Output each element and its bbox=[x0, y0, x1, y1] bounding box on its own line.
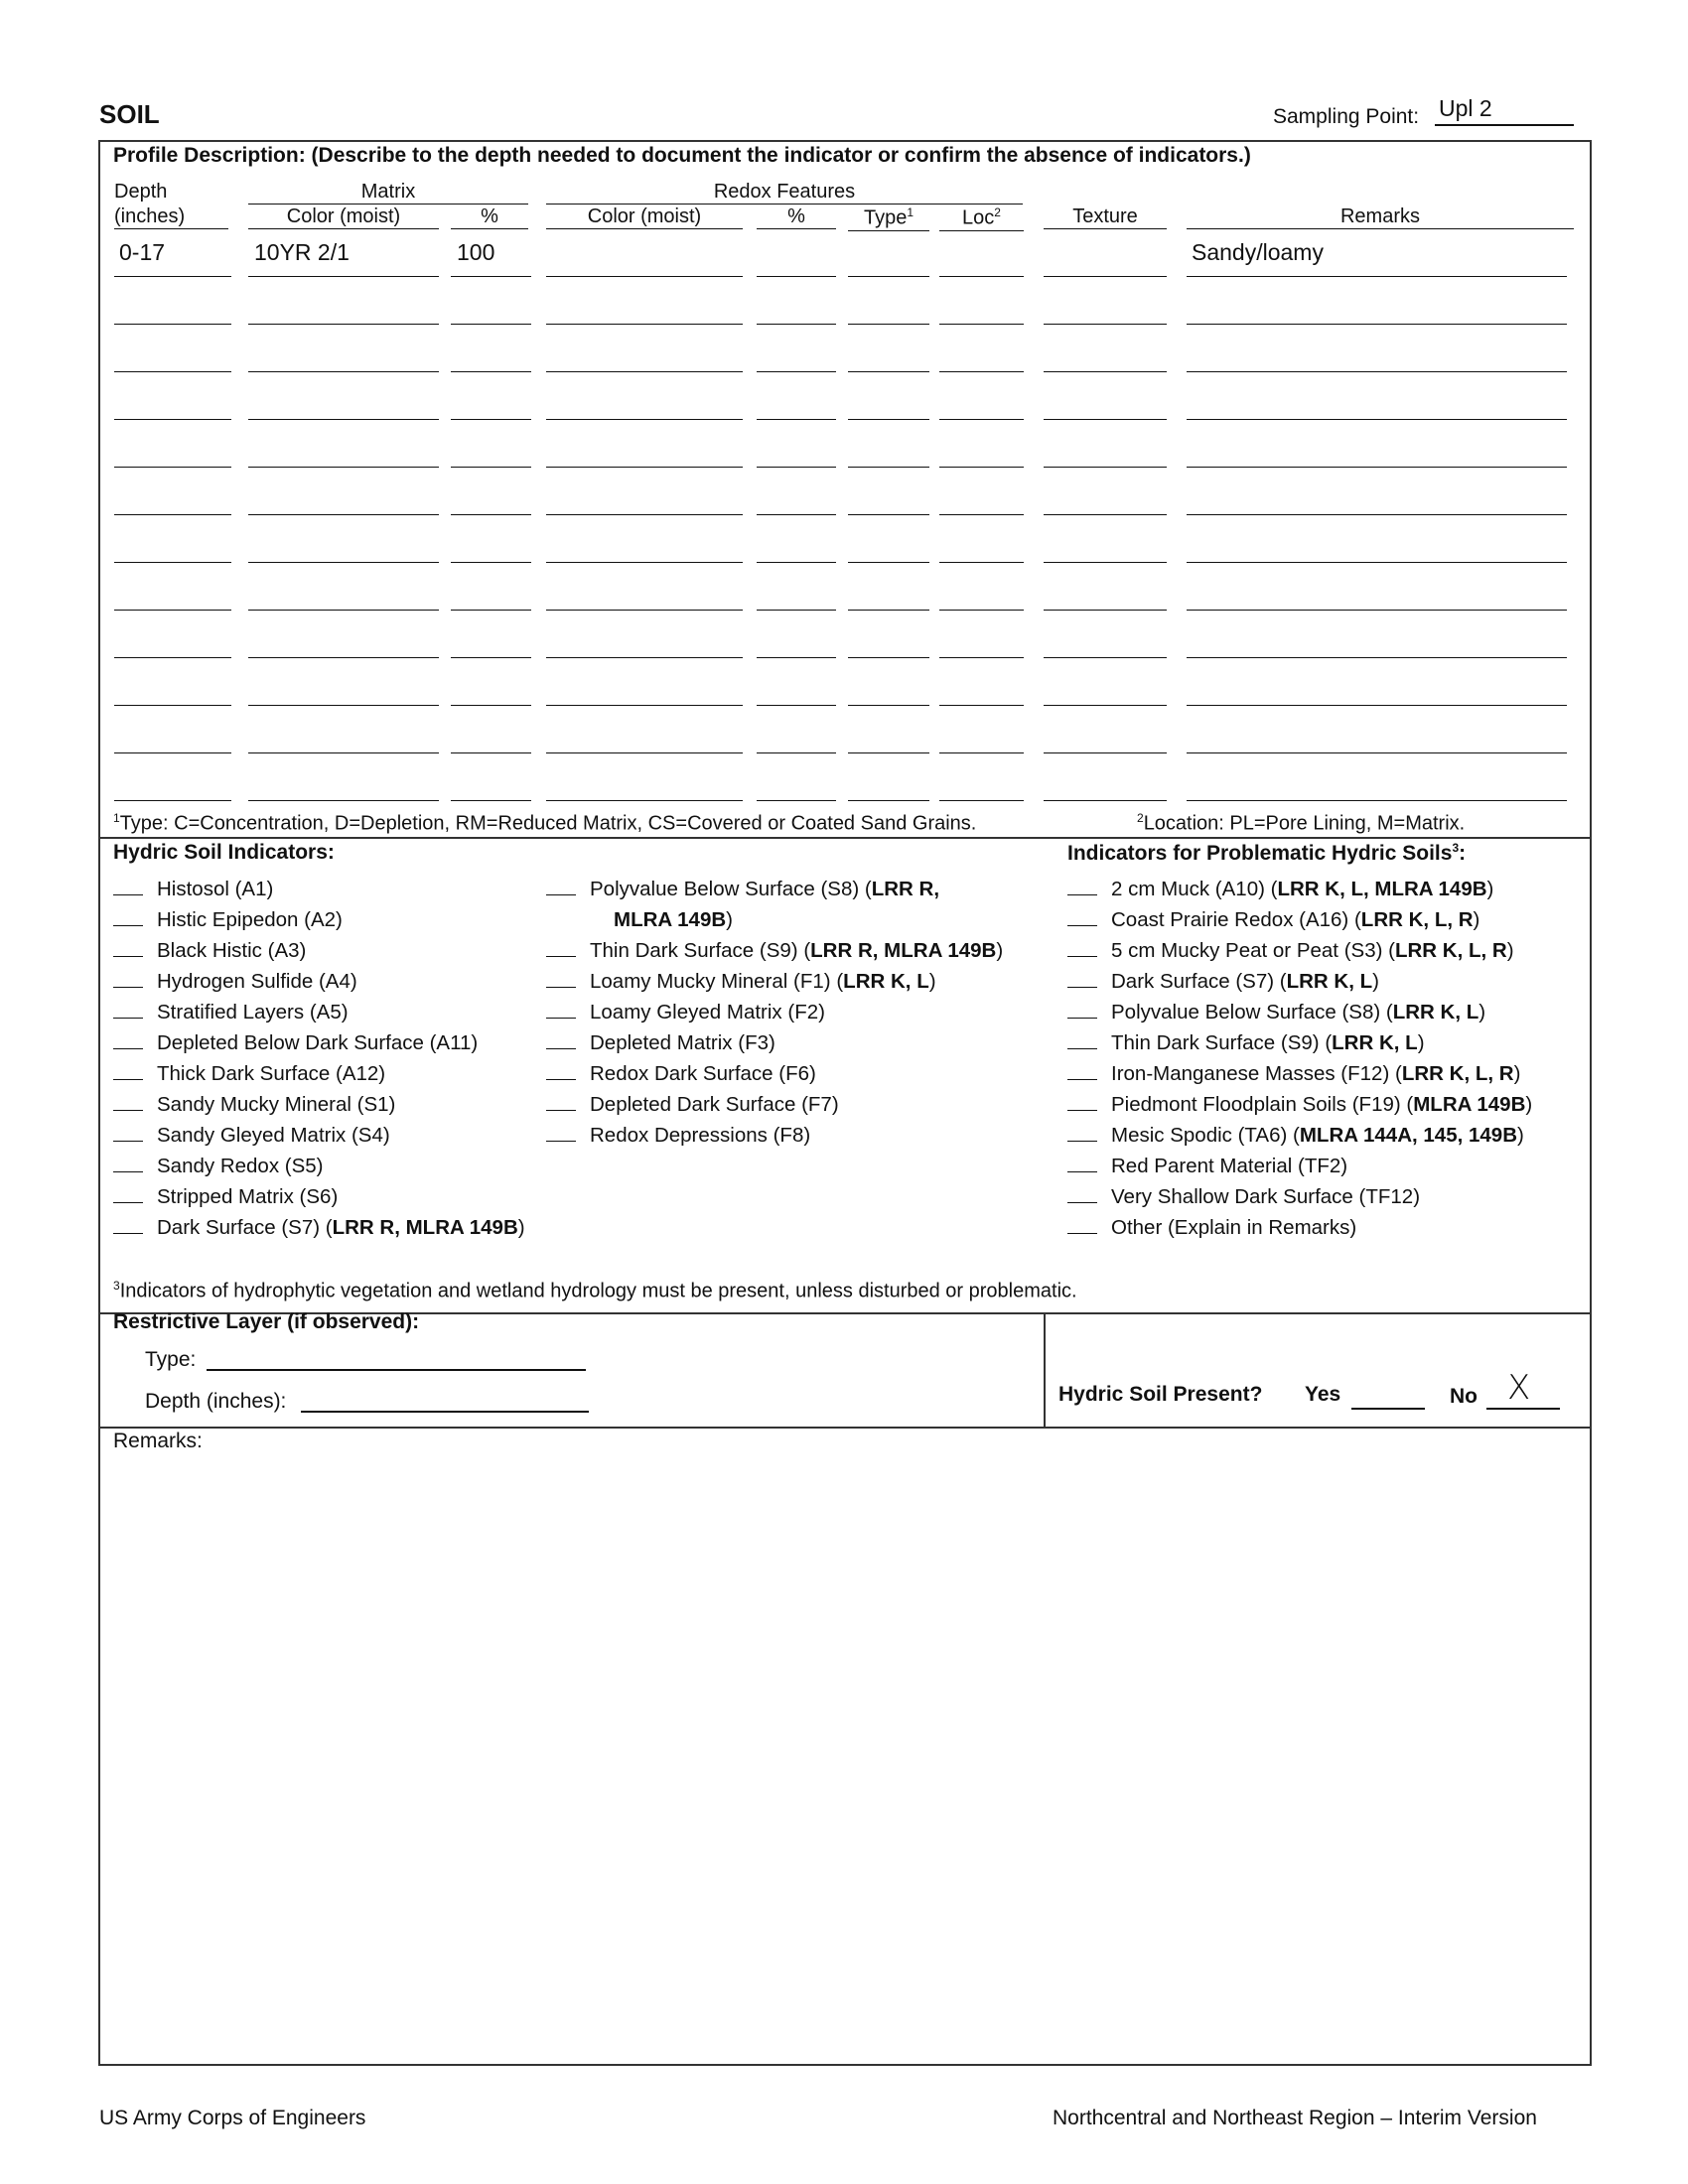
problematic-indicator-label: 2 cm Muck (A10) ( bbox=[1111, 878, 1278, 900]
table-cell-line bbox=[248, 467, 439, 468]
checkbox-blank[interactable] bbox=[113, 938, 143, 957]
indicator-s9-bold: LRR R, MLRA 149B bbox=[810, 939, 997, 962]
footer-region: Northcentral and Northeast Region – Interim Version bbox=[1053, 2107, 1537, 2129]
hydric-yes-label: Yes bbox=[1305, 1383, 1341, 1406]
table-cell-line bbox=[848, 800, 929, 801]
checkbox-blank[interactable] bbox=[1067, 1030, 1097, 1049]
table-cell-line bbox=[757, 657, 836, 658]
hydric-indicator-item[interactable] bbox=[113, 1089, 525, 1120]
table-cell-line bbox=[939, 752, 1024, 753]
footnote-loc-sup: 2 bbox=[1137, 811, 1144, 825]
checkbox-blank[interactable] bbox=[1067, 969, 1097, 988]
problematic-indicator-label: Coast Prairie Redox (A16) ( bbox=[1111, 908, 1361, 931]
checkbox-blank[interactable] bbox=[113, 907, 143, 926]
hydric-indicator-col2-item[interactable] bbox=[546, 1089, 1003, 1120]
hydric-indicator-col2-item[interactable] bbox=[546, 997, 1003, 1027]
table-cell-line bbox=[939, 610, 1024, 611]
table-cell-line bbox=[1187, 514, 1567, 515]
table-cell-line bbox=[248, 657, 439, 658]
problematic-indicator-post: ) bbox=[1478, 1001, 1486, 1024]
table-cell-line bbox=[114, 276, 231, 277]
checkbox-blank[interactable] bbox=[1067, 1154, 1097, 1172]
table-cell-line bbox=[757, 324, 836, 325]
table-cell-line bbox=[451, 562, 531, 563]
header-redox-color: Color (moist) bbox=[546, 205, 743, 229]
hydric-indicator-label: Sandy Gleyed Matrix (S4) bbox=[157, 1124, 390, 1147]
hydric-indicator-label: Histosol (A1) bbox=[157, 878, 274, 900]
restrictive-layer-title: Restrictive Layer (if observed): bbox=[113, 1310, 420, 1333]
hydric-indicators-title: Hydric Soil Indicators: bbox=[113, 841, 335, 864]
problematic-indicators-list bbox=[1067, 874, 1532, 1243]
problematic-indicator-item[interactable] bbox=[1067, 1027, 1532, 1058]
problematic-indicator-bold: LRR K, L, R bbox=[1360, 908, 1474, 931]
table-cell-line bbox=[1187, 752, 1567, 753]
checkbox-blank[interactable] bbox=[1067, 1215, 1097, 1234]
checkbox-blank[interactable] bbox=[113, 1184, 143, 1203]
problematic-title-sup: 3 bbox=[1452, 841, 1460, 855]
problematic-indicator-post: ) bbox=[1372, 970, 1379, 993]
hydric-indicator-label: Depleted Below Dark Surface (A11) bbox=[157, 1031, 479, 1054]
table-cell-line bbox=[939, 657, 1024, 658]
problematic-title-text: Indicators for Problematic Hydric Soils bbox=[1067, 842, 1453, 865]
table-cell-line bbox=[1044, 610, 1167, 611]
problematic-indicator-bold: LRR K, L bbox=[1332, 1031, 1418, 1054]
header-matrix-color: Color (moist) bbox=[248, 205, 439, 229]
table-cell-line bbox=[1044, 371, 1167, 372]
checkbox-blank[interactable] bbox=[1067, 1123, 1097, 1142]
problematic-indicator-label: 5 cm Mucky Peat or Peat (S3) ( bbox=[1111, 939, 1395, 962]
hydric-indicator-label: Sandy Redox (S5) bbox=[157, 1155, 324, 1177]
table-cell-line bbox=[546, 514, 743, 515]
hydric-indicator-item[interactable] bbox=[113, 904, 525, 935]
table-cell-line bbox=[757, 514, 836, 515]
table-cell-line bbox=[939, 276, 1024, 277]
problematic-indicator-bold: LRR K, L, R bbox=[1401, 1062, 1514, 1085]
table-cell-line bbox=[546, 371, 743, 372]
table-cell-line bbox=[114, 371, 231, 372]
table-cell-line bbox=[1187, 657, 1567, 658]
checkbox-blank[interactable] bbox=[1067, 938, 1097, 957]
table-cell-line bbox=[757, 562, 836, 563]
table-cell-line bbox=[451, 371, 531, 372]
table-cell-line bbox=[546, 610, 743, 611]
problematic-indicator-item[interactable] bbox=[1067, 874, 1532, 904]
problematic-indicator-label: Polyvalue Below Surface (S8) ( bbox=[1111, 1001, 1393, 1024]
hydric-soil-present-label: Hydric Soil Present? bbox=[1058, 1383, 1263, 1406]
checkbox-blank[interactable] bbox=[113, 1154, 143, 1172]
checkbox-blank[interactable] bbox=[1067, 907, 1097, 926]
table-cell-line bbox=[248, 419, 439, 420]
restrictive-depth-label: Depth (inches): bbox=[145, 1390, 287, 1413]
table-cell-line bbox=[546, 657, 743, 658]
table-cell-line bbox=[1044, 276, 1167, 277]
problematic-indicator-item[interactable] bbox=[1067, 1058, 1532, 1089]
hydric-indicator-col2-item[interactable] bbox=[546, 1120, 1003, 1151]
table-cell-line bbox=[546, 419, 743, 420]
table-cell-line bbox=[1044, 419, 1167, 420]
table-cell-line bbox=[114, 705, 231, 706]
table-cell-line bbox=[848, 562, 929, 563]
table-cell-line bbox=[114, 324, 231, 325]
checkbox-blank[interactable] bbox=[1067, 1092, 1097, 1111]
table-cell-line bbox=[1044, 324, 1167, 325]
table-cell-line bbox=[114, 610, 231, 611]
footnote-type-sup: 1 bbox=[113, 811, 120, 825]
remarks-field[interactable] bbox=[113, 1459, 1573, 2050]
checkbox-blank[interactable] bbox=[546, 1061, 576, 1080]
table-cell-line bbox=[1044, 514, 1167, 515]
table-cell-line bbox=[1044, 467, 1167, 468]
table-cell-line bbox=[1044, 657, 1167, 658]
problematic-indicator-item[interactable] bbox=[1067, 1181, 1532, 1212]
table-cell-line bbox=[1187, 467, 1567, 468]
indicator-s8-cont bbox=[546, 904, 1003, 935]
table-cell-line bbox=[546, 324, 743, 325]
checkbox-blank[interactable] bbox=[113, 1092, 143, 1111]
table-cell-line bbox=[1044, 562, 1167, 563]
header-depth-units: (inches) bbox=[114, 205, 228, 229]
indicator-s9[interactable] bbox=[546, 935, 1003, 966]
header-type-sup: 1 bbox=[907, 205, 914, 219]
hydric-indicator-item[interactable] bbox=[113, 1027, 525, 1058]
table-cell-line bbox=[757, 610, 836, 611]
table-cell-line bbox=[939, 800, 1024, 801]
table-cell-line bbox=[848, 705, 929, 706]
indicator-s8-label: Polyvalue Below Surface (S8) ( bbox=[590, 878, 872, 900]
problematic-indicator-item[interactable] bbox=[1067, 904, 1532, 935]
hydric-indicator-label: Thick Dark Surface (A12) bbox=[157, 1062, 386, 1085]
header-texture: Texture bbox=[1044, 205, 1167, 229]
hydric-indicator-item[interactable] bbox=[113, 1151, 525, 1181]
hydric-indicator-label: Stripped Matrix (S6) bbox=[157, 1185, 339, 1208]
checkbox-blank[interactable] bbox=[1067, 1184, 1097, 1203]
problematic-indicator-bold: MLRA 144A, 145, 149B bbox=[1299, 1124, 1518, 1147]
hydric-indicator-s7-post: ) bbox=[517, 1216, 525, 1239]
table-cell-line bbox=[939, 467, 1024, 468]
problematic-indicator-item[interactable] bbox=[1067, 966, 1532, 997]
table-cell-line bbox=[248, 276, 439, 277]
table-cell-line bbox=[546, 467, 743, 468]
table-cell-line bbox=[848, 467, 929, 468]
hydric-indicator-item[interactable] bbox=[113, 874, 525, 904]
table-cell-line bbox=[114, 752, 231, 753]
table-cell-line bbox=[451, 610, 531, 611]
table-cell-line bbox=[248, 705, 439, 706]
indicator-f1-bold: LRR K, L bbox=[843, 970, 929, 993]
hydric-indicator-col2-label: Loamy Gleyed Matrix (F2) bbox=[590, 1001, 825, 1024]
table-cell-line bbox=[848, 514, 929, 515]
table-cell-line bbox=[546, 705, 743, 706]
table-cell-line bbox=[248, 371, 439, 372]
hydric-no-mark: X bbox=[1507, 1368, 1531, 1408]
footnote-3-sup: 3 bbox=[113, 1279, 120, 1293]
divider-profile-hydric bbox=[99, 837, 1591, 839]
problematic-indicator-post: ) bbox=[1486, 878, 1494, 900]
problematic-indicator-label: Dark Surface (S7) ( bbox=[1111, 970, 1287, 993]
header-depth: Depth bbox=[114, 181, 168, 203]
indicator-s9-post: ) bbox=[996, 939, 1004, 962]
table-cell-line bbox=[248, 514, 439, 515]
problematic-indicator-label: Thin Dark Surface (S9) ( bbox=[1111, 1031, 1333, 1054]
indicator-s8[interactable] bbox=[546, 874, 1003, 904]
table-cell-line bbox=[939, 324, 1024, 325]
table-cell-line bbox=[114, 562, 231, 563]
row1-depth[interactable]: 0-17 bbox=[119, 239, 166, 265]
problematic-indicator-label: Other (Explain in Remarks) bbox=[1111, 1216, 1357, 1239]
hydric-yes-field[interactable] bbox=[1351, 1386, 1425, 1410]
hydric-indicator-item[interactable] bbox=[113, 1058, 525, 1089]
table-cell-line bbox=[1187, 562, 1567, 563]
checkbox-blank[interactable] bbox=[546, 1030, 576, 1049]
table-cell-line bbox=[546, 800, 743, 801]
checkbox-blank[interactable] bbox=[546, 1123, 576, 1142]
table-cell-line bbox=[757, 705, 836, 706]
problematic-indicator-post: ) bbox=[1506, 939, 1514, 962]
header-remarks: Remarks bbox=[1187, 205, 1574, 229]
problematic-indicator-label: Mesic Spodic (TA6) ( bbox=[1111, 1124, 1300, 1147]
hydric-indicator-s7-bold: LRR R, MLRA 149B bbox=[332, 1216, 518, 1239]
checkbox-blank[interactable] bbox=[113, 1000, 143, 1019]
problematic-indicator-post: ) bbox=[1525, 1093, 1533, 1116]
hydric-indicators-col2 bbox=[546, 874, 1003, 1151]
table-cell-line bbox=[248, 610, 439, 611]
footnote-3 bbox=[113, 1279, 1077, 1303]
hydric-indicator-item[interactable] bbox=[113, 997, 525, 1027]
problematic-indicator-bold: LRR K, L, R bbox=[1394, 939, 1507, 962]
table-cell-line bbox=[248, 800, 439, 801]
table-cell-line bbox=[451, 276, 531, 277]
table-cell-line bbox=[939, 514, 1024, 515]
table-cell-line bbox=[939, 371, 1024, 372]
table-cell-line bbox=[848, 276, 929, 277]
restrictive-type-label: Type: bbox=[145, 1348, 197, 1371]
hydric-indicators-col1 bbox=[113, 874, 525, 1243]
table-cell-line bbox=[1187, 800, 1567, 801]
table-cell-line bbox=[114, 467, 231, 468]
sampling-point-label: Sampling Point: bbox=[1273, 105, 1420, 128]
table-cell-line bbox=[848, 752, 929, 753]
header-matrix-pct: % bbox=[451, 205, 528, 229]
footnote-3-text: Indicators of hydrophytic vegetation and wetland hydrology must be present, unless disturbed or problematic. bbox=[119, 1280, 1077, 1302]
checkbox-blank[interactable] bbox=[1067, 877, 1097, 895]
problematic-indicator-post: ) bbox=[1517, 1124, 1524, 1147]
header-type bbox=[848, 205, 929, 231]
table-cell-line bbox=[1187, 610, 1567, 611]
table-cell-line bbox=[848, 419, 929, 420]
table-cell-line bbox=[248, 562, 439, 563]
problematic-indicator-post: ) bbox=[1473, 908, 1480, 931]
indicator-f1-post: ) bbox=[928, 970, 936, 993]
table-cell-line bbox=[1187, 276, 1567, 277]
divider-restrictive-vertical bbox=[1044, 1312, 1046, 1428]
hydric-indicator-item[interactable] bbox=[113, 1181, 525, 1212]
table-cell-line bbox=[1187, 705, 1567, 706]
problematic-indicators-title bbox=[1067, 841, 1466, 866]
table-cell-line bbox=[757, 276, 836, 277]
indicator-s9-label: Thin Dark Surface (S9) ( bbox=[590, 939, 811, 962]
checkbox-blank[interactable] bbox=[546, 1092, 576, 1111]
header-loc-sup: 2 bbox=[994, 205, 1001, 219]
checkbox-blank[interactable] bbox=[113, 877, 143, 895]
table-cell-line bbox=[451, 705, 531, 706]
table-cell-line bbox=[546, 562, 743, 563]
checkbox-blank[interactable] bbox=[546, 877, 576, 895]
problematic-indicator-item[interactable] bbox=[1067, 997, 1532, 1027]
problematic-indicator-label: Iron-Manganese Masses (F12) ( bbox=[1111, 1062, 1402, 1085]
table-cell-line bbox=[939, 705, 1024, 706]
table-cell-line bbox=[757, 752, 836, 753]
checkbox-blank[interactable] bbox=[113, 1123, 143, 1142]
footnote-type bbox=[113, 811, 976, 836]
hydric-indicator-item[interactable] bbox=[113, 1120, 525, 1151]
hydric-indicator-label: Histic Epipedon (A2) bbox=[157, 908, 343, 931]
form-title: SOIL bbox=[99, 99, 160, 129]
table-cell-line bbox=[848, 324, 929, 325]
row1-matrix-pct[interactable]: 100 bbox=[457, 239, 495, 265]
hydric-indicator-col2-item[interactable] bbox=[546, 1027, 1003, 1058]
table-cell-line bbox=[757, 800, 836, 801]
table-cell-line bbox=[451, 419, 531, 420]
table-cell-line bbox=[451, 467, 531, 468]
problematic-indicator-bold: LRR K, L bbox=[1286, 970, 1373, 993]
footer-agency: US Army Corps of Engineers bbox=[99, 2107, 366, 2129]
header-redox-pct: % bbox=[757, 205, 836, 229]
table-cell-line bbox=[848, 610, 929, 611]
problematic-indicator-item[interactable] bbox=[1067, 1212, 1532, 1243]
table-cell-line bbox=[546, 752, 743, 753]
profile-description: Profile Description: (Describe to the depth needed to document the indicator or confirm the absence of indicators.) bbox=[113, 144, 1251, 167]
footnote-loc-text: Location: PL=Pore Lining, M=Matrix. bbox=[1143, 812, 1466, 835]
checkbox-blank[interactable] bbox=[546, 1000, 576, 1019]
table-cell-line bbox=[1187, 371, 1567, 372]
indicator-s8-cont-post: ) bbox=[726, 908, 733, 931]
problematic-indicator-bold: LRR K, L, MLRA 149B bbox=[1277, 878, 1487, 900]
hydric-indicators-col2-rest bbox=[546, 997, 1003, 1151]
table-cell-line bbox=[546, 276, 743, 277]
hydric-indicator-col2-label: Depleted Dark Surface (F7) bbox=[590, 1093, 839, 1116]
header-loc-label: Loc bbox=[962, 206, 995, 229]
table-cell-line bbox=[1044, 705, 1167, 706]
header-type-label: Type bbox=[863, 206, 908, 229]
header-matrix-group: Matrix bbox=[248, 181, 528, 205]
problematic-indicator-label: Red Parent Material (TF2) bbox=[1111, 1155, 1348, 1177]
checkbox-blank[interactable] bbox=[546, 938, 576, 957]
hydric-indicator-s7-item[interactable] bbox=[113, 1212, 525, 1243]
table-cell-line bbox=[114, 657, 231, 658]
checkbox-blank[interactable] bbox=[113, 1061, 143, 1080]
table-cell-line bbox=[848, 371, 929, 372]
row1-remarks[interactable]: Sandy/loamy bbox=[1192, 239, 1324, 265]
table-cell-line bbox=[248, 324, 439, 325]
row1-matrix-color[interactable]: 10YR 2/1 bbox=[254, 239, 350, 265]
indicator-s8-cont-bold: MLRA 149B bbox=[614, 908, 727, 931]
problematic-indicator-item[interactable] bbox=[1067, 935, 1532, 966]
indicator-f1[interactable] bbox=[546, 966, 1003, 997]
hydric-no-label: No bbox=[1450, 1385, 1477, 1408]
table-cell-line bbox=[1044, 752, 1167, 753]
table-cell-line bbox=[451, 752, 531, 753]
table-cell-line bbox=[848, 657, 929, 658]
problematic-indicator-bold: LRR K, L bbox=[1392, 1001, 1479, 1024]
table-cell-line bbox=[451, 324, 531, 325]
table-cell-line bbox=[939, 419, 1024, 420]
footnote-type-text: Type: C=Concentration, D=Depletion, RM=Reduced Matrix, CS=Covered or Coated Sand Grains. bbox=[119, 812, 977, 835]
table-cell-line bbox=[757, 467, 836, 468]
table-cell-line bbox=[451, 514, 531, 515]
table-cell-line bbox=[1187, 419, 1567, 420]
problematic-indicator-item[interactable] bbox=[1067, 1151, 1532, 1181]
checkbox-blank[interactable] bbox=[1067, 1061, 1097, 1080]
table-cell-line bbox=[757, 419, 836, 420]
problematic-indicator-post: ) bbox=[1513, 1062, 1521, 1085]
checkbox-blank[interactable] bbox=[113, 1030, 143, 1049]
hydric-indicator-s7-label: Dark Surface (S7) ( bbox=[157, 1216, 333, 1239]
problematic-indicator-item[interactable] bbox=[1067, 1120, 1532, 1151]
problematic-indicator-post: ) bbox=[1417, 1031, 1425, 1054]
checkbox-blank[interactable] bbox=[546, 969, 576, 988]
hydric-indicator-col2-item[interactable] bbox=[546, 1058, 1003, 1089]
problematic-title-end: : bbox=[1459, 842, 1467, 865]
checkbox-blank[interactable] bbox=[1067, 1000, 1097, 1019]
header-loc bbox=[939, 205, 1024, 231]
hydric-indicator-item[interactable] bbox=[113, 966, 525, 997]
table-cell-line bbox=[451, 800, 531, 801]
table-cell-line bbox=[114, 419, 231, 420]
hydric-indicator-label: Black Histic (A3) bbox=[157, 939, 307, 962]
restrictive-depth-field[interactable] bbox=[301, 1386, 589, 1413]
hydric-indicator-col2-label: Redox Dark Surface (F6) bbox=[590, 1062, 816, 1085]
table-cell-line bbox=[1187, 324, 1567, 325]
table-cell-line bbox=[451, 657, 531, 658]
remarks-label: Remarks: bbox=[113, 1430, 203, 1452]
checkbox-blank[interactable] bbox=[113, 969, 143, 988]
divider-restrictive-remarks bbox=[99, 1427, 1591, 1429]
table-cell-line bbox=[1044, 800, 1167, 801]
indicator-f1-label: Loamy Mucky Mineral (F1) ( bbox=[590, 970, 844, 993]
indicator-s8-bold: LRR R, bbox=[871, 878, 940, 900]
table-cell-line bbox=[114, 800, 231, 801]
table-cell-line bbox=[757, 371, 836, 372]
hydric-indicator-item[interactable] bbox=[113, 935, 525, 966]
problematic-indicator-label: Piedmont Floodplain Soils (F19) ( bbox=[1111, 1093, 1414, 1116]
problematic-indicator-bold: MLRA 149B bbox=[1413, 1093, 1526, 1116]
restrictive-type-field[interactable] bbox=[207, 1344, 586, 1371]
header-redox-group: Redox Features bbox=[546, 181, 1023, 205]
hydric-indicator-label: Sandy Mucky Mineral (S1) bbox=[157, 1093, 396, 1116]
sampling-point-field[interactable]: Upl 2 bbox=[1435, 95, 1574, 126]
table-cell-line bbox=[114, 514, 231, 515]
table-cell-line bbox=[939, 562, 1024, 563]
problematic-indicator-label: Very Shallow Dark Surface (TF12) bbox=[1111, 1185, 1421, 1208]
hydric-indicator-col2-label: Depleted Matrix (F3) bbox=[590, 1031, 775, 1054]
checkbox-blank[interactable] bbox=[113, 1215, 143, 1234]
hydric-indicator-label: Hydrogen Sulfide (A4) bbox=[157, 970, 357, 993]
footnote-location bbox=[1137, 811, 1465, 836]
hydric-indicator-label: Stratified Layers (A5) bbox=[157, 1001, 349, 1024]
table-cell-line bbox=[248, 752, 439, 753]
problematic-indicator-item[interactable] bbox=[1067, 1089, 1532, 1120]
hydric-indicator-col2-label: Redox Depressions (F8) bbox=[590, 1124, 811, 1147]
